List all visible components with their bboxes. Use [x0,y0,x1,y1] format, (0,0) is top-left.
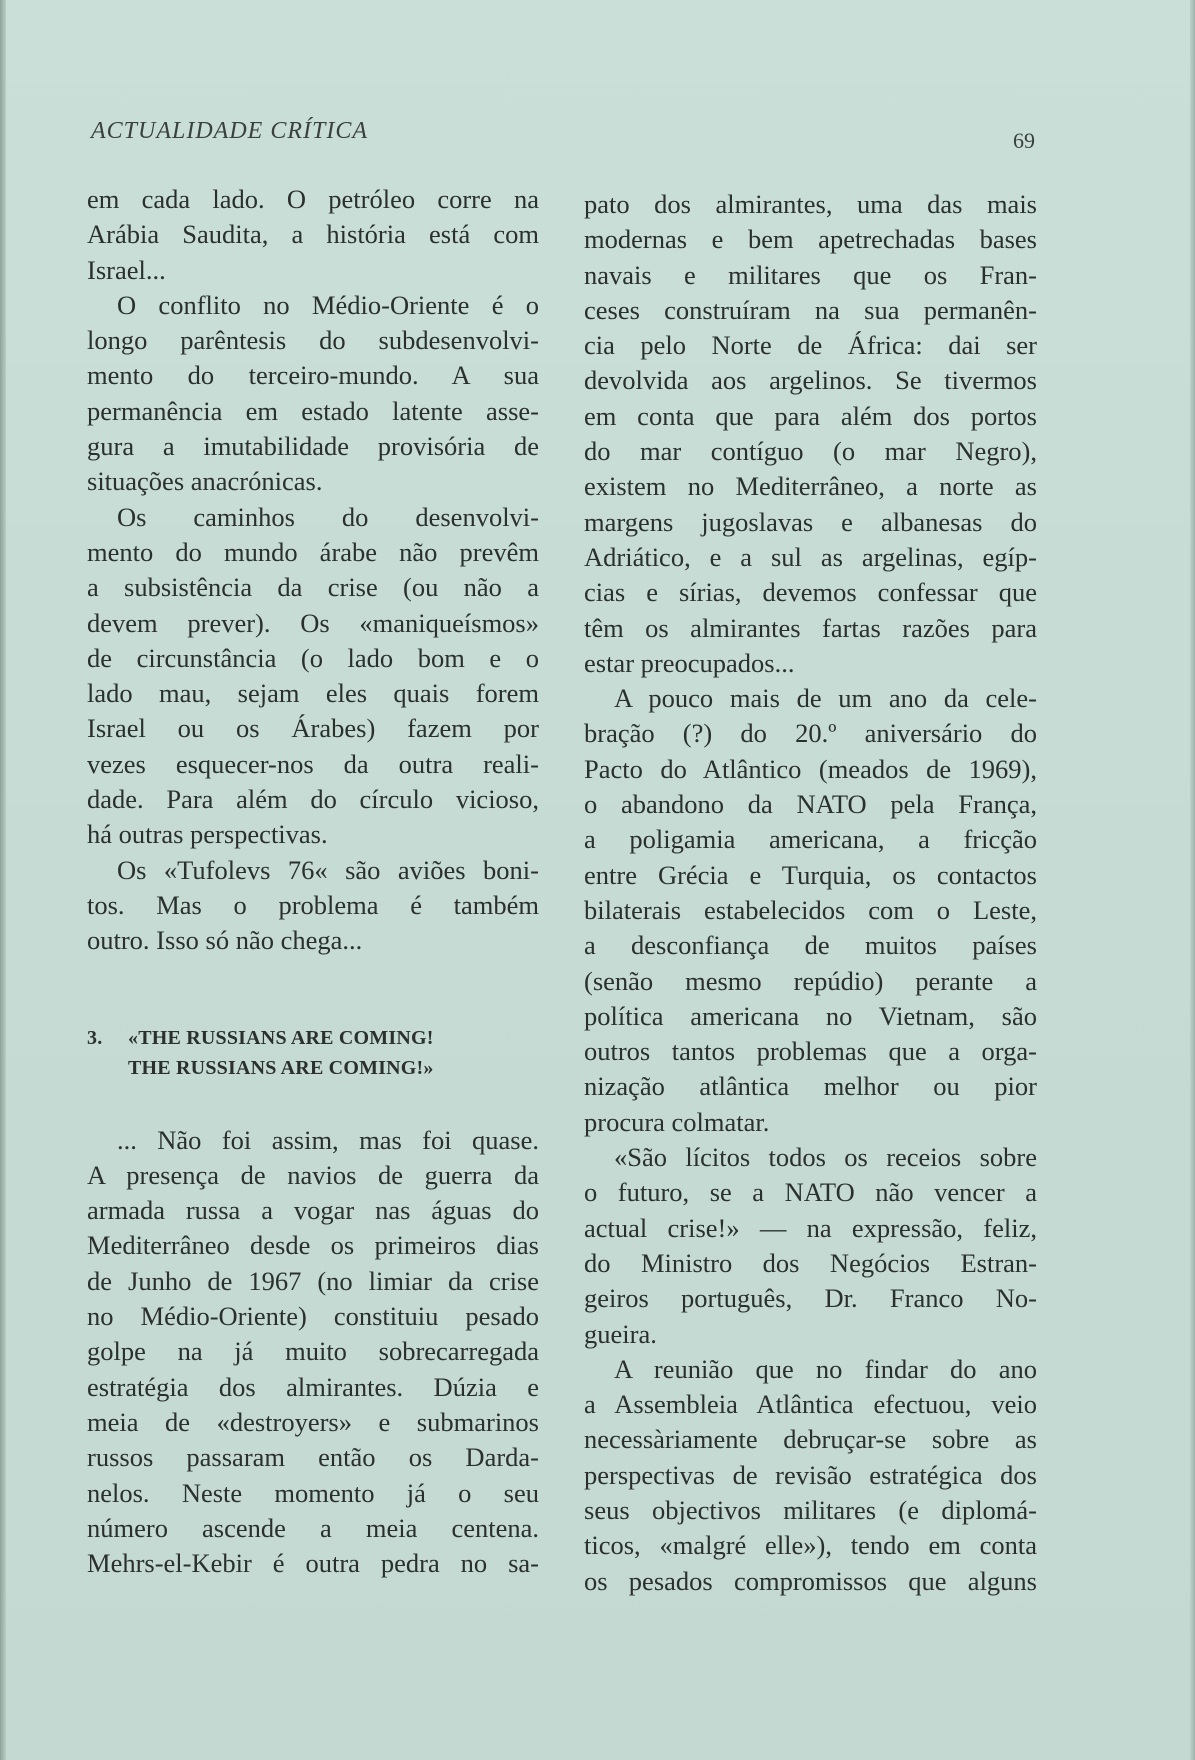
text-line: Mediterrâneo desde os primeiros dias [87,1230,539,1261]
text-line: modernas e bem apetrechadas bases [584,224,1037,255]
text-line: necessàriamente debruçar-se sobre as [584,1424,1037,1455]
text-line: Arábia Saudita, a história está com [87,219,539,250]
text-line: no Médio-Oriente) constituiu pesado [87,1301,539,1332]
page-edge-left [0,0,6,1760]
text-line: dade. Para além do círculo vicioso, [87,784,539,815]
text-line: devolvida aos argelinos. Se tivermos [584,365,1037,396]
text-line: procura colmatar. [584,1106,770,1137]
text-line: O conflito no Médio-Oriente é o [117,289,539,320]
text-line: tos. Mas o problema é também [87,889,539,920]
text-line: bração (?) do 20.º aniversário do [584,718,1037,749]
text-line: bilaterais estabelecidos com o Leste, [584,894,1037,925]
text-line: russos passaram então os Darda- [87,1442,539,1473]
text-line: perspectivas de revisão estratégica dos [584,1459,1037,1490]
text-line: de Junho de 1967 (no limiar da crise [87,1265,539,1296]
text-line: (senão mesmo repúdio) perante a [584,965,1037,996]
text-line: política americana no Vietnam, são [584,1000,1037,1031]
section-title-line-2: THE RUSSIANS ARE COMING!» [128,1056,434,1079]
text-line: existem no Mediterrâneo, a norte as [584,471,1037,502]
spacer [87,1083,539,1123]
text-line: actual crise!» — na expressão, feliz, [584,1212,1037,1243]
right-paragraph-1 [584,187,1037,681]
text-line: meia de «destroyers» e submarinos [87,1406,539,1437]
text-line: navais e militares que os Fran- [584,259,1037,290]
text-line: margens jugoslavas e albanesas do [584,506,1037,537]
section-heading [87,1023,539,1083]
text-line: outro. Isso só não chega... [87,925,363,956]
text-line: o futuro, se a NATO não vencer a [584,1177,1037,1208]
text-line: mento do terceiro-mundo. A sua [87,360,539,391]
right-paragraph-3 [584,1140,1037,1352]
text-line: cia pelo Norte de África: dai ser [584,330,1037,361]
text-line: os pesados compromissos que alguns [584,1565,1037,1596]
section-heading-line-1 [87,1023,539,1053]
text-line: número ascende a meia centena. [87,1512,539,1543]
text-line: nelos. Neste momento já o seu [87,1477,539,1508]
text-line: a Assembleia Atlântica efectuou, veio [584,1389,1037,1420]
text-line: o abandono da NATO pela França, [584,789,1037,820]
text-line: entre Grécia e Turquia, os contactos [584,859,1037,890]
text-line: estar preocupados... [584,647,795,678]
text-line: Israel ou os Árabes) fazem por [87,713,539,744]
text-line: «São lícitos todos os receios sobre [614,1142,1037,1173]
right-paragraph-2 [584,681,1037,1140]
text-line: devem prever). Os «maniqueísmos» [87,607,539,638]
left-paragraph-5 [87,1123,539,1582]
text-line: mento do mundo árabe não prevêm [87,536,539,567]
text-line: permanência em estado latente asse- [87,395,539,426]
text-line: pato dos almirantes, uma das mais [584,189,1037,219]
page-number: 69 [1013,128,1035,153]
text-line: A reunião que no findar do ano [614,1353,1037,1384]
text-line: de circunstância (o lado bom e o [87,642,539,673]
right-paragraph-4 [584,1352,1037,1599]
text-line: vezes esquecer-nos da outra reali- [87,748,539,779]
text-line: do mar contíguo (o mar Negro), [584,436,1037,467]
text-line: Os «Tufolevs 76« são aviões boni- [117,854,539,885]
text-line: armada russa a vogar nas águas do [87,1195,539,1226]
section-title-line-1: «THE RUSSIANS ARE COMING! [128,1026,434,1049]
text-line: em cada lado. O petróleo corre na [87,184,539,214]
right-column [584,187,1037,1599]
left-paragraph-1 [87,182,539,288]
text-line: a subsistência da crise (ou não a [87,572,539,603]
text-line: têm os almirantes fartas razões para [584,612,1037,643]
text-line: a poligamia americana, a fricção [584,824,1037,855]
running-head: ACTUALIDADE CRÍTICA [91,118,368,144]
text-line: a desconfiança de muitos países [584,930,1037,961]
text-line: geiros português, Dr. Franco No- [584,1283,1037,1314]
text-line: gura a imutabilidade provisória de [87,431,539,462]
text-line: Os caminhos do desenvolvi- [117,501,539,532]
text-line: gueira. [584,1318,657,1349]
text-line: do Ministro dos Negócios Estran- [584,1247,1037,1278]
text-line: nização atlântica melhor ou pior [584,1071,1037,1102]
page-edge-right [1190,0,1195,1760]
text-line: ceses construíram na sua permanên- [584,294,1037,325]
text-line: ticos, «malgré elle»), tendo em conta [584,1530,1037,1561]
text-line: cias e sírias, devemos confessar que [584,577,1037,608]
text-line: A presença de navios de guerra da [87,1159,539,1190]
left-paragraph-3 [87,500,539,853]
text-line: situações anacrónicas. [87,466,323,497]
text-line: estratégia dos almirantes. Dúzia e [87,1371,539,1402]
text-line: Israel... [87,254,166,285]
text-line: Adriático, e a sul as argelinas, egíp- [584,541,1037,572]
left-paragraph-2 [87,288,539,500]
text-line: outros tantos problemas que a orga- [584,1036,1037,1067]
left-paragraph-4 [87,853,539,959]
text-line: A pouco mais de um ano da cele- [614,683,1037,714]
left-column [87,182,539,1581]
text-line: há outras perspectivas. [87,819,328,850]
section-number: 3. [87,1026,103,1049]
text-line: golpe na já muito sobrecarregada [87,1336,539,1367]
text-line: Pacto do Atlântico (meados de 1969), [584,753,1037,784]
text-line: ... Não foi assim, mas foi quase. [117,1124,539,1155]
text-line: lado mau, sejam eles quais forem [87,678,539,709]
text-line: seus objectivos militares (e diplomá- [584,1494,1037,1525]
text-line: Mehrs-el-Kebir é outra pedra no sa- [87,1548,539,1579]
text-line: em conta que para além dos portos [584,400,1037,431]
text-line: longo parêntesis do subdesenvolvi- [87,325,539,356]
